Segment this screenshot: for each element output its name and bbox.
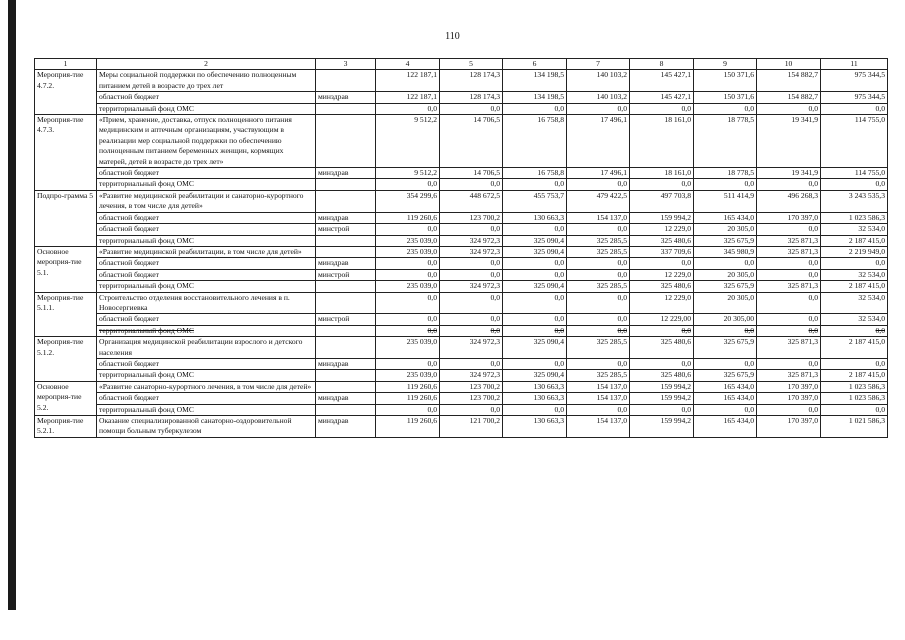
value-cell: 325 285,5 (567, 281, 630, 292)
section-code: Основное мероприя-тие 5.1. (35, 246, 97, 292)
budget-table (34, 58, 888, 438)
value-cell: 130 663,3 (503, 381, 567, 392)
agency-cell: минздрав (316, 358, 376, 369)
value-cell: 1 021 586,3 (821, 416, 888, 438)
value-cell: 354 299,6 (376, 190, 440, 212)
value-cell: 0,0 (694, 358, 757, 369)
value-cell: 2 187 415,0 (821, 235, 888, 246)
value-cell: 0,0 (376, 269, 440, 280)
value-cell: 0,0 (757, 269, 821, 280)
value-cell: 20 305,00 (694, 314, 757, 325)
value-cell: 123 700,2 (440, 212, 503, 223)
value-cell: 9 512,2 (376, 168, 440, 179)
value-cell: 154 137,0 (567, 212, 630, 223)
value-cell: 0,0 (503, 325, 567, 336)
column-header: 10 (757, 59, 821, 70)
value-cell: 119 260,6 (376, 416, 440, 438)
value-cell: 9 512,2 (376, 115, 440, 168)
agency-cell: минздрав (316, 416, 376, 438)
value-cell: 0,0 (757, 179, 821, 190)
value-cell: 20 305,0 (694, 292, 757, 314)
value-cell: 0,0 (821, 325, 888, 336)
value-cell: 0,0 (694, 404, 757, 415)
section-row (35, 190, 888, 212)
value-cell: 324 972,3 (440, 337, 503, 359)
value-cell: 0,0 (440, 269, 503, 280)
value-cell: 159 994,2 (630, 393, 694, 404)
section-row (35, 115, 888, 168)
value-cell: 325 285,5 (567, 337, 630, 359)
value-cell: 134 198,5 (503, 92, 567, 103)
agency-cell (316, 337, 376, 359)
value-cell: 17 496,1 (567, 115, 630, 168)
value-cell: 0,0 (567, 292, 630, 314)
value-cell: 0,0 (440, 224, 503, 235)
value-cell: 32 534,0 (821, 269, 888, 280)
funding-row (35, 179, 888, 190)
value-cell: 0,0 (376, 292, 440, 314)
agency-cell (316, 370, 376, 381)
value-cell: 18 778,5 (694, 168, 757, 179)
value-cell: 324 972,3 (440, 246, 503, 257)
column-header: 9 (694, 59, 757, 70)
value-cell: 325 480,6 (630, 281, 694, 292)
value-cell: 235 039,0 (376, 235, 440, 246)
agency-cell (316, 70, 376, 92)
value-cell: 12 229,0 (630, 292, 694, 314)
value-cell: 0,0 (821, 179, 888, 190)
value-cell: 325 285,5 (567, 370, 630, 381)
section-title: «Развитие медицинской реабилитации и санаторно-курортного лечения, в том числе для детей» (97, 190, 316, 212)
value-cell: 325 090,4 (503, 337, 567, 359)
column-header: 11 (821, 59, 888, 70)
funding-source-label: территориальный фонд ОМС (97, 235, 316, 246)
value-cell: 0,0 (694, 325, 757, 336)
value-cell: 154 882,7 (757, 92, 821, 103)
agency-cell (316, 381, 376, 392)
value-cell: 325 090,4 (503, 246, 567, 257)
value-cell: 32 534,0 (821, 314, 888, 325)
funding-row (35, 224, 888, 235)
agency-cell: минстрой (316, 314, 376, 325)
value-cell: 325 285,5 (567, 246, 630, 257)
value-cell: 0,0 (376, 358, 440, 369)
value-cell: 140 103,2 (567, 92, 630, 103)
value-cell: 170 397,0 (757, 212, 821, 223)
value-cell: 14 706,5 (440, 115, 503, 168)
column-header: 1 (35, 59, 97, 70)
value-cell: 14 706,5 (440, 168, 503, 179)
section-title: «Прием, хранение, доставка, отпуск полноценного питания медицинским и аптечным организациям, участвующим в реализации мер социальной поддержки по обеспечению полноценным питанием беременных женщин, кормящих матерей, детей в возрасте до трех лет» (97, 115, 316, 168)
value-cell: 0,0 (503, 314, 567, 325)
value-cell: 0,0 (757, 224, 821, 235)
value-cell: 325 675,9 (694, 370, 757, 381)
value-cell: 3 243 535,3 (821, 190, 888, 212)
value-cell: 12 229,0 (630, 224, 694, 235)
value-cell: 0,0 (503, 269, 567, 280)
value-cell: 165 434,0 (694, 416, 757, 438)
value-cell: 235 039,0 (376, 337, 440, 359)
section-row (35, 70, 888, 92)
funding-row (35, 358, 888, 369)
value-cell: 20 305,0 (694, 224, 757, 235)
value-cell: 448 672,5 (440, 190, 503, 212)
value-cell: 325 675,9 (694, 337, 757, 359)
value-cell: 0,0 (630, 358, 694, 369)
funding-row (35, 258, 888, 269)
section-code: Мероприя-тие 4.7.2. (35, 70, 97, 115)
funding-row (35, 404, 888, 415)
value-cell: 16 758,8 (503, 168, 567, 179)
value-cell: 150 371,6 (694, 92, 757, 103)
section-title: «Развитие санаторно-курортного лечения, в том числе для детей» (97, 381, 316, 392)
section-title: Строительство отделения восстановительного лечения в п. Новосергиевка (97, 292, 316, 314)
agency-cell: минздрав (316, 212, 376, 223)
value-cell: 20 305,0 (694, 269, 757, 280)
funding-source-label: областной бюджет (97, 92, 316, 103)
value-cell: 2 187 415,0 (821, 370, 888, 381)
funding-row (35, 168, 888, 179)
value-cell: 0,0 (821, 404, 888, 415)
value-cell: 235 039,0 (376, 246, 440, 257)
value-cell: 122 187,1 (376, 92, 440, 103)
value-cell: 325 871,3 (757, 246, 821, 257)
value-cell: 170 397,0 (757, 416, 821, 438)
agency-cell: минздрав (316, 92, 376, 103)
value-cell: 325 871,3 (757, 337, 821, 359)
value-cell: 496 268,3 (757, 190, 821, 212)
value-cell: 325 871,3 (757, 370, 821, 381)
value-cell: 150 371,6 (694, 70, 757, 92)
value-cell: 130 663,3 (503, 212, 567, 223)
value-cell: 0,0 (440, 358, 503, 369)
section-title: Меры социальной поддержки по обеспечению полноценным питанием детей в возрасте до трех лет (97, 70, 316, 92)
column-header: 6 (503, 59, 567, 70)
value-cell: 12 229,00 (630, 314, 694, 325)
section-code: Мероприя-тие 5.1.2. (35, 337, 97, 382)
value-cell: 0,0 (757, 314, 821, 325)
value-cell: 32 534,0 (821, 292, 888, 314)
value-cell: 0,0 (376, 314, 440, 325)
value-cell: 12 229,0 (630, 269, 694, 280)
agency-cell (316, 103, 376, 114)
section-code: Мероприя-тие 5.1.1. (35, 292, 97, 337)
section-code: Подпро-грамма 5 (35, 190, 97, 246)
value-cell: 154 882,7 (757, 70, 821, 92)
section-code: Мероприя-тие 4.7.3. (35, 115, 97, 191)
value-cell: 0,0 (567, 269, 630, 280)
agency-cell (316, 292, 376, 314)
value-cell: 0,0 (630, 179, 694, 190)
funding-source-label: областной бюджет (97, 358, 316, 369)
funding-row (35, 269, 888, 280)
value-cell: 32 534,0 (821, 224, 888, 235)
value-cell: 975 344,5 (821, 92, 888, 103)
value-cell: 455 753,7 (503, 190, 567, 212)
value-cell: 2 187 415,0 (821, 337, 888, 359)
value-cell: 0,0 (757, 292, 821, 314)
section-row (35, 337, 888, 359)
value-cell: 145 427,1 (630, 92, 694, 103)
value-cell: 114 755,0 (821, 115, 888, 168)
value-cell: 0,0 (567, 404, 630, 415)
section-code: Мероприя-тие 5.2.1. (35, 416, 97, 438)
value-cell: 497 703,8 (630, 190, 694, 212)
value-cell: 16 758,8 (503, 115, 567, 168)
value-cell: 511 414,9 (694, 190, 757, 212)
value-cell: 1 023 586,3 (821, 393, 888, 404)
value-cell: 0,0 (567, 358, 630, 369)
funding-source-label: территориальный фонд ОМС (97, 281, 316, 292)
value-cell: 0,0 (440, 103, 503, 114)
value-cell: 0,0 (376, 404, 440, 415)
value-cell: 337 709,6 (630, 246, 694, 257)
value-cell: 0,0 (503, 292, 567, 314)
agency-cell: минстрой (316, 224, 376, 235)
value-cell: 324 972,3 (440, 281, 503, 292)
value-cell: 0,0 (376, 224, 440, 235)
section-row (35, 381, 888, 392)
value-cell: 19 341,9 (757, 115, 821, 168)
value-cell: 0,0 (694, 258, 757, 269)
funding-source-label: территориальный фонд ОМС (97, 103, 316, 114)
funding-source-label: областной бюджет (97, 224, 316, 235)
value-cell: 0,0 (440, 258, 503, 269)
funding-source-label: областной бюджет (97, 212, 316, 223)
value-cell: 0,0 (757, 325, 821, 336)
value-cell: 140 103,2 (567, 70, 630, 92)
value-cell: 479 422,5 (567, 190, 630, 212)
value-cell: 325 675,9 (694, 235, 757, 246)
value-cell: 0,0 (440, 179, 503, 190)
value-cell: 154 137,0 (567, 393, 630, 404)
value-cell: 0,0 (440, 292, 503, 314)
value-cell: 0,0 (567, 224, 630, 235)
value-cell: 123 700,2 (440, 381, 503, 392)
value-cell: 128 174,3 (440, 92, 503, 103)
funding-source-label: областной бюджет (97, 393, 316, 404)
value-cell: 325 285,5 (567, 235, 630, 246)
value-cell: 0,0 (567, 314, 630, 325)
value-cell: 165 434,0 (694, 212, 757, 223)
agency-cell: минздрав (316, 168, 376, 179)
column-header: 4 (376, 59, 440, 70)
value-cell: 130 663,3 (503, 416, 567, 438)
value-cell: 0,0 (694, 179, 757, 190)
value-cell: 1 023 586,3 (821, 381, 888, 392)
value-cell: 2 219 949,0 (821, 246, 888, 257)
value-cell: 345 980,9 (694, 246, 757, 257)
agency-cell (316, 115, 376, 168)
funding-row (35, 370, 888, 381)
value-cell: 235 039,0 (376, 281, 440, 292)
value-cell: 18 161,0 (630, 115, 694, 168)
value-cell: 0,0 (376, 103, 440, 114)
column-header: 3 (316, 59, 376, 70)
agency-cell: минздрав (316, 393, 376, 404)
value-cell: 324 972,3 (440, 370, 503, 381)
value-cell: 18 778,5 (694, 115, 757, 168)
value-cell: 325 675,9 (694, 281, 757, 292)
value-cell: 0,0 (503, 358, 567, 369)
agency-cell (316, 404, 376, 415)
value-cell: 325 090,4 (503, 370, 567, 381)
value-cell: 0,0 (503, 258, 567, 269)
value-cell: 0,0 (503, 103, 567, 114)
value-cell: 0,0 (440, 404, 503, 415)
value-cell: 0,0 (821, 103, 888, 114)
funding-row (35, 393, 888, 404)
value-cell: 0,0 (694, 103, 757, 114)
value-cell: 235 039,0 (376, 370, 440, 381)
section-row (35, 246, 888, 257)
funding-row (35, 103, 888, 114)
value-cell: 325 871,3 (757, 235, 821, 246)
agency-cell (316, 179, 376, 190)
value-cell: 0,0 (757, 103, 821, 114)
value-cell: 325 480,6 (630, 337, 694, 359)
value-cell: 0,0 (630, 325, 694, 336)
agency-cell: минздрав (316, 258, 376, 269)
value-cell: 119 260,6 (376, 393, 440, 404)
value-cell: 0,0 (503, 224, 567, 235)
funding-row (35, 314, 888, 325)
agency-cell (316, 325, 376, 336)
funding-source-label: областной бюджет (97, 168, 316, 179)
value-cell: 325 480,6 (630, 370, 694, 381)
funding-source-label: территориальный фонд ОМС (97, 179, 316, 190)
value-cell: 18 161,0 (630, 168, 694, 179)
value-cell: 0,0 (440, 325, 503, 336)
value-cell: 0,0 (630, 404, 694, 415)
value-cell: 0,0 (567, 325, 630, 336)
value-cell: 159 994,2 (630, 416, 694, 438)
column-header: 5 (440, 59, 503, 70)
funding-row (35, 212, 888, 223)
value-cell: 165 434,0 (694, 381, 757, 392)
value-cell: 134 198,5 (503, 70, 567, 92)
page-number: 110 (445, 31, 460, 42)
value-cell: 0,0 (567, 103, 630, 114)
value-cell: 324 972,3 (440, 235, 503, 246)
value-cell: 0,0 (376, 325, 440, 336)
value-cell: 0,0 (757, 258, 821, 269)
value-cell: 170 397,0 (757, 381, 821, 392)
value-cell: 0,0 (503, 179, 567, 190)
funding-row (35, 92, 888, 103)
value-cell: 17 496,1 (567, 168, 630, 179)
value-cell: 170 397,0 (757, 393, 821, 404)
value-cell: 0,0 (757, 358, 821, 369)
value-cell: 0,0 (440, 314, 503, 325)
funding-source-label: областной бюджет (97, 269, 316, 280)
value-cell: 165 434,0 (694, 393, 757, 404)
agency-cell (316, 281, 376, 292)
scan-edge-bar (8, 0, 16, 610)
value-cell: 2 187 415,0 (821, 281, 888, 292)
value-cell: 0,0 (757, 404, 821, 415)
section-title: Оказание специализированной санаторно-оздоровительной помощи больным туберкулезом (97, 416, 316, 438)
value-cell: 0,0 (630, 258, 694, 269)
agency-cell (316, 190, 376, 212)
value-cell: 0,0 (821, 358, 888, 369)
value-cell: 119 260,6 (376, 212, 440, 223)
value-cell: 145 427,1 (630, 70, 694, 92)
agency-cell (316, 235, 376, 246)
funding-source-label: территориальный фонд ОМС (97, 404, 316, 415)
funding-row (35, 325, 888, 336)
value-cell: 0,0 (503, 404, 567, 415)
column-header: 7 (567, 59, 630, 70)
value-cell: 121 700,2 (440, 416, 503, 438)
value-cell: 325 090,4 (503, 281, 567, 292)
value-cell: 325 871,3 (757, 281, 821, 292)
value-cell: 154 137,0 (567, 381, 630, 392)
value-cell: 0,0 (630, 103, 694, 114)
value-cell: 154 137,0 (567, 416, 630, 438)
header-row (35, 59, 888, 70)
value-cell: 114 755,0 (821, 168, 888, 179)
funding-source-label: территориальный фонд ОМС (97, 370, 316, 381)
value-cell: 0,0 (376, 258, 440, 269)
value-cell: 975 344,5 (821, 70, 888, 92)
funding-source-label: территориальный фонд ОМС (97, 325, 316, 336)
value-cell: 128 174,3 (440, 70, 503, 92)
value-cell: 1 023 586,3 (821, 212, 888, 223)
value-cell: 130 663,3 (503, 393, 567, 404)
value-cell: 159 994,2 (630, 381, 694, 392)
section-row (35, 416, 888, 438)
agency-cell (316, 246, 376, 257)
value-cell: 325 090,4 (503, 235, 567, 246)
funding-source-label: областной бюджет (97, 314, 316, 325)
value-cell: 0,0 (567, 258, 630, 269)
value-cell: 123 700,2 (440, 393, 503, 404)
section-title: «Развитие медицинской реабилитации, в том числе для детей» (97, 246, 316, 257)
section-code: Основное мероприя-тие 5.2. (35, 381, 97, 415)
value-cell: 159 994,2 (630, 212, 694, 223)
funding-row (35, 235, 888, 246)
value-cell: 122 187,1 (376, 70, 440, 92)
value-cell: 325 480,6 (630, 235, 694, 246)
section-title: Организация медицинской реабилитации взрослого и детского населения (97, 337, 316, 359)
value-cell: 19 341,9 (757, 168, 821, 179)
column-header: 8 (630, 59, 694, 70)
agency-cell: минстрой (316, 269, 376, 280)
value-cell: 0,0 (376, 179, 440, 190)
value-cell: 0,0 (567, 179, 630, 190)
value-cell: 0,0 (821, 258, 888, 269)
section-row (35, 292, 888, 314)
funding-row (35, 281, 888, 292)
value-cell: 119 260,6 (376, 381, 440, 392)
column-header: 2 (97, 59, 316, 70)
funding-source-label: областной бюджет (97, 258, 316, 269)
